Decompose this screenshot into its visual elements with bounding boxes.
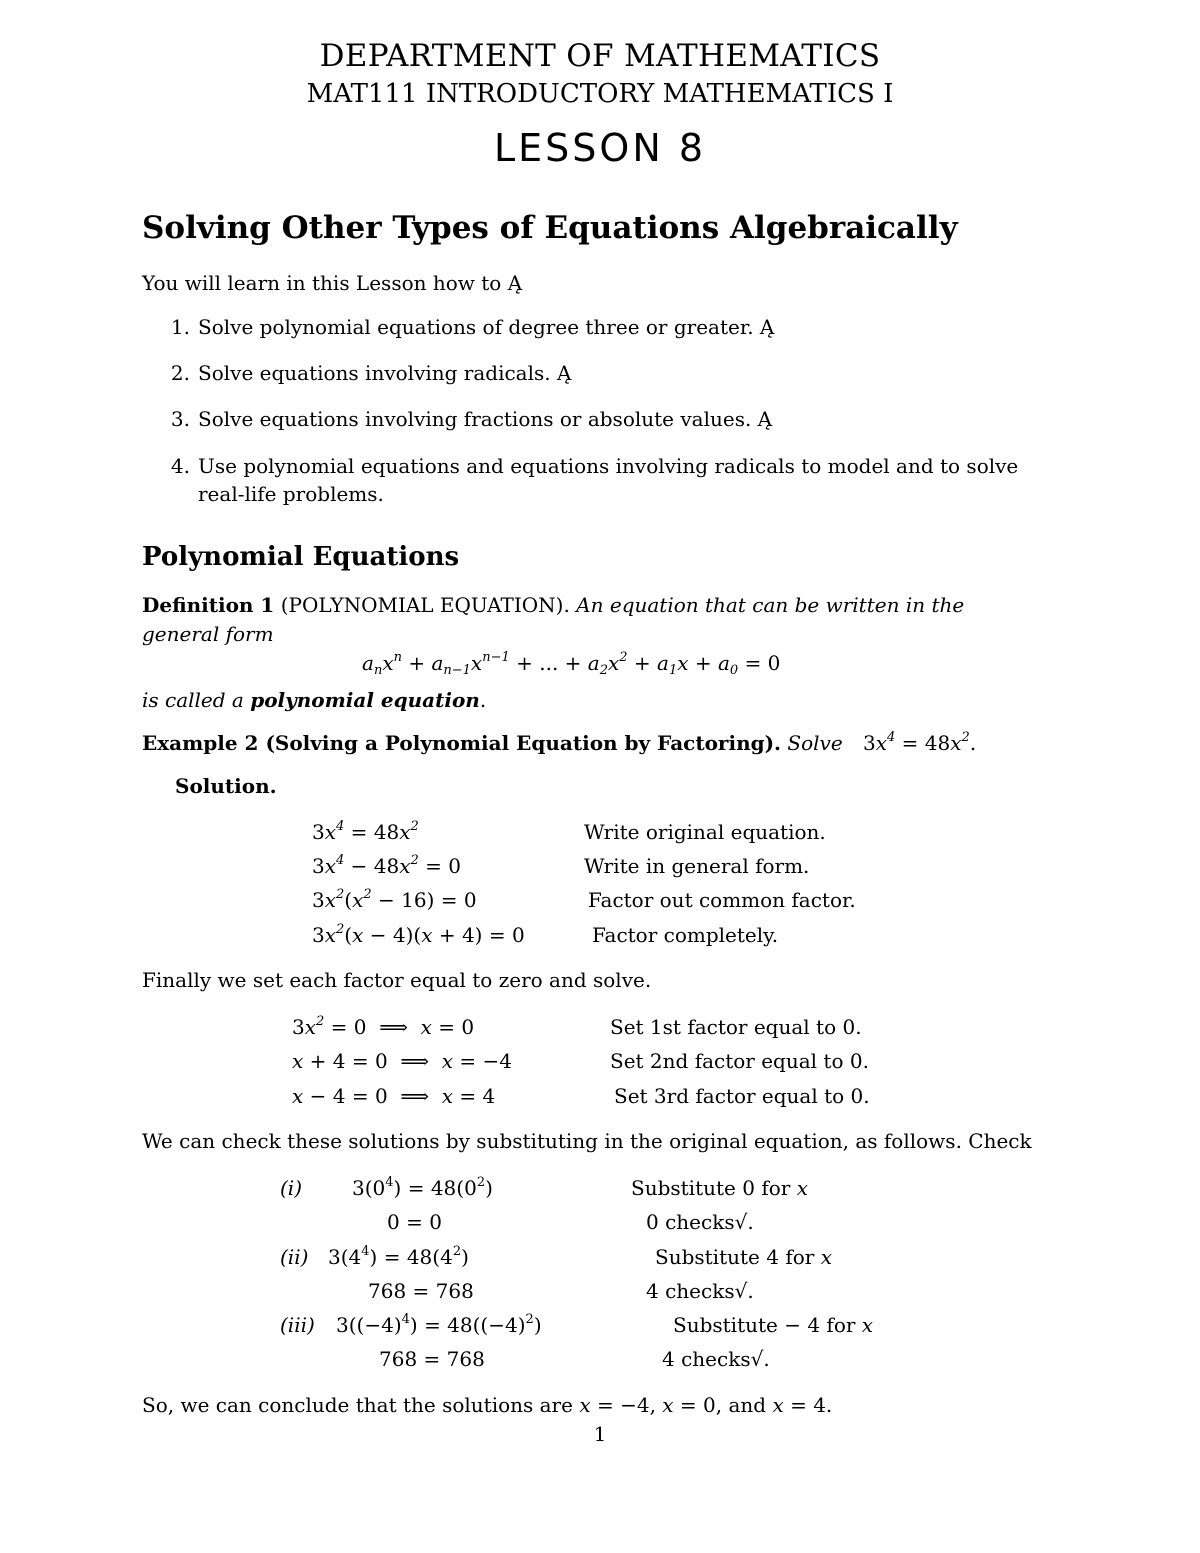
objective-text: Solve equations involving fractions or absolute values. Ą (198, 407, 773, 431)
closing-suffix: . (479, 688, 487, 712)
variable-x: x (796, 1176, 808, 1200)
lesson-title: LESSON 8 (493, 126, 706, 170)
section-heading: Polynomial Equations (142, 542, 460, 572)
general-form-equation: $a_nx^n + a_{n-1}x^{n-1}$ + ... + $a_2x^2 + a_1x + a_0 = 0$ (362, 650, 781, 678)
objective-item (160, 361, 571, 385)
variable-x: x (861, 1313, 874, 1337)
objective-number: 3. (170, 407, 190, 431)
factor-equation: $3x^2 = 0$ ⟹ x = 0 (292, 1014, 475, 1039)
definition-label: Definition 1 (142, 593, 275, 617)
step-equation: $3x^2(x^2 - 16) = 0$ (312, 887, 477, 912)
definition-name: (POLYNOMIAL EQUATION). (280, 593, 570, 617)
course-title: MAT111 INTRODUCTORY MATHEMATICS I (306, 79, 894, 109)
objective-text: Solve equations involving radicals. Ą (198, 361, 572, 385)
definition-text: An equation that can be written in the (576, 593, 965, 617)
definition-text-continued: general form (142, 622, 274, 646)
example-label: Example 2 (Solving a Polynomial Equation by Factoring). (142, 731, 782, 755)
factor-equation: x − 4 = 0 ⟹ x = 4 (292, 1084, 496, 1108)
step-note: Write original equation. (584, 820, 826, 844)
definition (142, 593, 964, 617)
check-result: 768 = 768 (379, 1347, 485, 1371)
finally-text: Finally we set each factor equal to zero and solve. (142, 968, 652, 992)
definition-closing (142, 688, 486, 712)
check-label: (iii) (280, 1313, 315, 1337)
objective-number: 4. (170, 454, 190, 478)
example-heading (142, 731, 976, 755)
solve-word: Solve (787, 731, 843, 755)
step-equation: $3x^4 = 48x^2$ (312, 819, 419, 844)
check-label: (i) (280, 1176, 303, 1200)
objective-text-continued: real-life problems. (198, 482, 384, 506)
step-equation: $3x^4 - 48x^2 = 0$ (312, 853, 461, 878)
check-result-note: 4 checks√. (646, 1279, 754, 1303)
factor-equation: x + 4 = 0 ⟹ x = −4 (292, 1049, 513, 1073)
check-note (655, 1245, 832, 1269)
check-equation: $3((-4)^4) = 48((-4)^2)$ (336, 1312, 542, 1337)
objective-number: 2. (170, 361, 190, 385)
check-result-note: 0 checks√. (646, 1210, 754, 1234)
check-label: (ii) (280, 1245, 309, 1269)
department-title: DEPARTMENT OF MATHEMATICS (319, 38, 881, 74)
page-number: 1 (593, 1422, 607, 1446)
objective-text: Solve polynomial equations of degree three or greater. Ą (198, 315, 775, 339)
example-equation: $3x^4 = 48x^2$. (863, 730, 977, 755)
check-note (673, 1313, 873, 1337)
page-title: Solving Other Types of Equations Algebraically (142, 210, 958, 246)
objective-item (160, 454, 1018, 478)
check-note-text: Substitute − 4 for (673, 1313, 856, 1337)
check-result: 0 = 0 (387, 1210, 442, 1234)
check-result: 768 = 768 (368, 1279, 474, 1303)
objective-number: 1. (170, 315, 190, 339)
check-result-note: 4 checks√. (662, 1347, 770, 1371)
conclusion-text: So, we can conclude that the solutions are (142, 1393, 573, 1417)
step-note: Factor out common factor. (588, 888, 856, 912)
check-text: We can check these solutions by substituting in the original equation, as follows. Check (142, 1129, 1032, 1153)
factor-note: Set 3rd factor equal to 0. (614, 1084, 870, 1108)
variable-x: x (820, 1245, 832, 1269)
conclusion-and: and (728, 1393, 767, 1417)
check-note-text: Substitute 4 for (655, 1245, 815, 1269)
factor-note: Set 2nd factor equal to 0. (610, 1049, 869, 1073)
step-note: Write in general form. (584, 854, 810, 878)
solution-label: Solution. (175, 774, 277, 798)
check-equation: $3(0^4) = 48(0^2)$ (352, 1175, 493, 1200)
objective-item (160, 407, 772, 431)
objective-item (160, 315, 774, 339)
check-note-text: Substitute 0 for (631, 1176, 791, 1200)
check-note (631, 1176, 808, 1200)
check-equation: $3(4^4) = 48(4^2)$ (328, 1244, 469, 1269)
intro-text: You will learn in this Lesson how to Ą (142, 271, 523, 295)
step-equation: $3x^2(x - 4)(x + 4) = 0$ (312, 922, 525, 947)
conclusion: So, we can conclude that the solutions are x = −4, x = 0, and x = 4. (142, 1393, 833, 1417)
polynomial-equation-term: polynomial equation (250, 688, 480, 712)
factor-note: Set 1st factor equal to 0. (610, 1015, 862, 1039)
closing-prefix: is called a (142, 688, 244, 712)
step-note: Factor completely. (592, 923, 779, 947)
objective-text: Use polynomial equations and equations involving radicals to model and to solve (198, 454, 1019, 478)
